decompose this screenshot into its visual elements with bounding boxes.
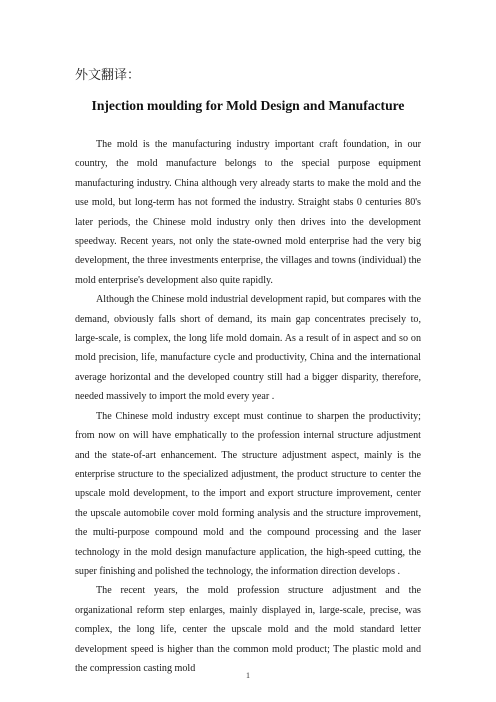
page-number: 1 <box>246 671 250 680</box>
paragraph: Although the Chinese mold industrial development rapid, but compares with the demand, obviously falls short of demand, its main gap concentrates precisely to, large-scale, is complex, the long life mold domain. As a result of in aspect and so on mold precision, life, manufacture cycle and productivity, China and the international average horizontal and the developed country still had a bigger disparity, therefore, needed massively to import the mold every year . <box>75 294 421 403</box>
paragraph: The recent years, the mold profession structure adjustment and the organizational reform step enlarges, mainly displayed in, large-scale, precise, was complex, the long life, center the upscale mold and the mold standard letter development speed is higher than the common mold product; The plastic mold and the compression casting mold <box>75 585 421 674</box>
document-body <box>75 135 421 678</box>
document-title: Injection moulding for Mold Design and Manufacture <box>91 98 405 113</box>
section-heading: 外文翻译： <box>75 68 141 83</box>
paragraph: The Chinese mold industry except must continue to sharpen the productivity; from now on will have emphatically to the profession internal structure adjustment and the state-of-art enhancement. The structure adjustment aspect, mainly is the enterprise structure to the specialized adjustment, the product structure to center the upscale mold development, to the import and export structure improvement, center the upscale automobile cover mold forming analysis and the structure improvement, the multi-purpose compound mold and the compound processing and the laser technology in the mold design manufacture application, the high-speed cutting, the super finishing and polished the technology, the information direction develops . <box>75 410 421 577</box>
paragraph: The mold is the manufacturing industry important craft foundation, in our country, the mold manufacture belongs to the special purpose equipment manufacturing industry. China although very already starts to make the mold and the use mold, but long-term has not formed the industry. Straight stabs 0 centuries 80's later periods, the Chinese mold industry only then drives into the development speedway. Recent years, not only the state-owned mold enterprise had the very big development, the three investments enterprise, the villages and towns (individual) the mold enterprise's development also quite rapidly. <box>75 139 421 286</box>
